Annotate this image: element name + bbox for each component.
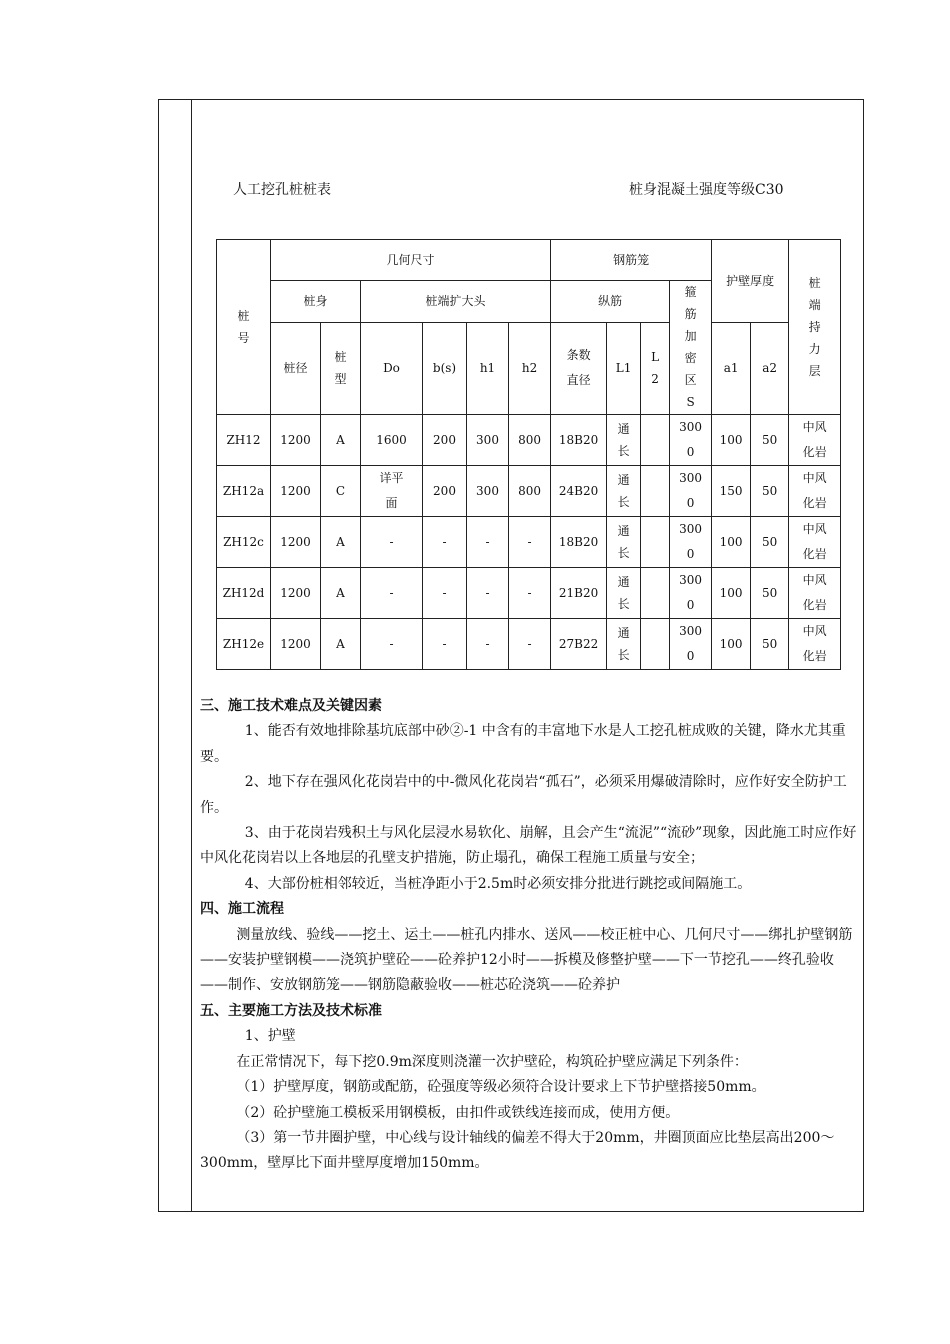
cell-h2: 800 <box>509 466 551 517</box>
table-row <box>217 568 841 619</box>
cell-dia: 1200 <box>271 415 321 466</box>
header-type: 桩型 <box>321 322 361 414</box>
body-text <box>200 694 860 1177</box>
cell-a2: 50 <box>751 415 789 466</box>
cell-id: ZH12 <box>217 415 271 466</box>
cell-do: - <box>361 517 423 568</box>
header-h1: h1 <box>467 322 509 414</box>
cell-h2: - <box>509 568 551 619</box>
cell-bars: 21B20 <box>551 568 607 619</box>
header-long-bar: 纵筋 <box>551 281 670 323</box>
cell-bs: 200 <box>423 415 467 466</box>
cell-l1: 通长 <box>607 517 641 568</box>
paragraph: 测量放线、验线——挖土、运土——桩孔内排水、送风——校正桩中心、几何尺寸——绑扎护壁钢筋——安装护壁钢模——浇筑护壁砼——砼养护12小时——拆模及修整护壁——下一节挖孔——终孔验收——制作、安放钢筋笼——钢筋隐蔽验收——桩芯砼浇筑——砼养护 <box>200 926 853 994</box>
cell-id: ZH12c <box>217 517 271 568</box>
paragraph: （2）砼护壁施工模板采用钢模板，由扣件或铁线连接而成，使用方便。 <box>236 1104 680 1121</box>
header-l2: L2 <box>641 322 670 414</box>
cell-h2: 800 <box>509 415 551 466</box>
header-h2: h2 <box>509 322 551 414</box>
header-count-dia: 条数直径 <box>551 322 607 414</box>
cell-type: A <box>321 517 361 568</box>
cell-dia: 1200 <box>271 517 321 568</box>
cell-a1: 100 <box>712 568 751 619</box>
paragraph: （3）第一节井圈护壁，中心线与设计轴线的偏差不得大于20mm，井圈顶面应比垫层高出200～300mm，壁厚比下面井壁厚度增加150mm。 <box>200 1129 835 1172</box>
cell-bs: - <box>423 619 467 670</box>
cell-bs: - <box>423 517 467 568</box>
cell-a1: 100 <box>712 619 751 670</box>
cell-layer: 中风化岩 <box>789 619 841 670</box>
cell-h1: - <box>467 517 509 568</box>
cell-type: C <box>321 466 361 517</box>
paragraph: 4、大部份桩相邻较近，当桩净距小于2.5m时必须安排分批进行跳挖或间隔施工。 <box>244 875 752 892</box>
cell-s: 3000 <box>670 619 712 670</box>
header-a2: a2 <box>751 322 789 414</box>
paragraph: 在正常情况下，每下挖0.9m深度则浇灌一次护壁砼，构筑砼护壁应满足下列条件： <box>236 1053 748 1070</box>
cell-do: 1600 <box>361 415 423 466</box>
cell-h1: - <box>467 619 509 670</box>
cell-l2 <box>641 568 670 619</box>
pile-table <box>216 239 841 670</box>
cell-l1: 通长 <box>607 466 641 517</box>
cell-do: - <box>361 568 423 619</box>
header-bs: b(s) <box>423 322 467 414</box>
cell-s: 3000 <box>670 568 712 619</box>
cell-id: ZH12d <box>217 568 271 619</box>
section-heading: 四、施工流程 <box>200 901 284 918</box>
section-heading: 五、主要施工方法及技术标准 <box>200 1002 382 1019</box>
cell-l1: 通长 <box>607 568 641 619</box>
cell-a1: 100 <box>712 517 751 568</box>
cell-bars: 18B20 <box>551 415 607 466</box>
cell-h2: - <box>509 619 551 670</box>
cell-a2: 50 <box>751 619 789 670</box>
section-heading: 三、施工技术难点及关键因素 <box>200 698 382 714</box>
cell-h1: - <box>467 568 509 619</box>
cell-bs: - <box>423 568 467 619</box>
cell-h2: - <box>509 517 551 568</box>
cell-l1: 通长 <box>607 619 641 670</box>
cell-h1: 300 <box>467 466 509 517</box>
paragraph: 2、地下存在强风化花岗岩中的中-微风化花岗岩“孤石”，必须采用爆破清除时，应作好安全防护工作。 <box>200 774 847 816</box>
cell-dia: 1200 <box>271 619 321 670</box>
header-body: 桩身 <box>271 281 361 323</box>
cell-s: 3000 <box>670 466 712 517</box>
header-pile-no: 桩号 <box>217 240 271 415</box>
cell-id: ZH12e <box>217 619 271 670</box>
cell-l2 <box>641 517 670 568</box>
cell-l2 <box>641 415 670 466</box>
cell-bars: 18B20 <box>551 517 607 568</box>
header-l1: L1 <box>607 322 641 414</box>
header-end-layer: 桩端持力层 <box>789 240 841 415</box>
cell-a2: 50 <box>751 466 789 517</box>
cell-do: 详平面 <box>361 466 423 517</box>
header-head: 桩端扩大头 <box>361 281 551 323</box>
cell-id: ZH12a <box>217 466 271 517</box>
cell-a2: 50 <box>751 568 789 619</box>
cell-a1: 100 <box>712 415 751 466</box>
cell-type: A <box>321 568 361 619</box>
cell-s: 3000 <box>670 517 712 568</box>
header-a1: a1 <box>712 322 751 414</box>
concrete-grade-note: 桩身混凝土强度等级C30 <box>629 182 784 198</box>
cell-a1: 150 <box>712 466 751 517</box>
cell-dia: 1200 <box>271 466 321 517</box>
cell-h1: 300 <box>467 415 509 466</box>
header-cage: 钢筋笼 <box>551 240 712 281</box>
cell-l1: 通长 <box>607 415 641 466</box>
cell-do: - <box>361 619 423 670</box>
header-stirrup: 箍筋加密区S <box>670 281 712 415</box>
cell-l2 <box>641 619 670 670</box>
cell-type: A <box>321 619 361 670</box>
cell-layer: 中风化岩 <box>789 517 841 568</box>
cell-layer: 中风化岩 <box>789 568 841 619</box>
cell-s: 3000 <box>670 415 712 466</box>
table-row <box>217 466 841 517</box>
table-row <box>217 619 841 670</box>
table-row <box>217 517 841 568</box>
cell-bars: 24B20 <box>551 466 607 517</box>
cell-bs: 200 <box>423 466 467 517</box>
cell-bars: 27B22 <box>551 619 607 670</box>
table-title: 人工挖孔桩桩表 <box>233 182 331 198</box>
table-row <box>217 415 841 466</box>
cell-l2 <box>641 466 670 517</box>
frame-divider <box>191 99 192 1212</box>
cell-layer: 中风化岩 <box>789 466 841 517</box>
cell-layer: 中风化岩 <box>789 415 841 466</box>
paragraph: （1）护壁厚度，钢筋或配筋，砼强度等级必须符合设计要求上下节护壁搭接50mm。 <box>236 1079 766 1096</box>
header-do: Do <box>361 322 423 414</box>
header-dia: 桩径 <box>271 322 321 414</box>
header-wall-thickness: 护壁厚度 <box>712 240 789 323</box>
header-geometry: 几何尺寸 <box>271 240 551 281</box>
cell-a2: 50 <box>751 517 789 568</box>
paragraph: 3、由于花岗岩残积土与风化层浸水易软化、崩解，且会产生“流泥”“流砂”现象，因此施工时应作好中风化花岗岩以上各地层的孔壁支护措施，防止塌孔，确保工程施工质量与安全； <box>200 825 857 867</box>
subheading: 1、护壁 <box>244 1028 296 1045</box>
cell-dia: 1200 <box>271 568 321 619</box>
paragraph: 1、能否有效地排除基坑底部中砂②-1 中含有的丰富地下水是人工挖孔桩成败的关键，降水尤其重要。 <box>200 723 846 765</box>
cell-type: A <box>321 415 361 466</box>
